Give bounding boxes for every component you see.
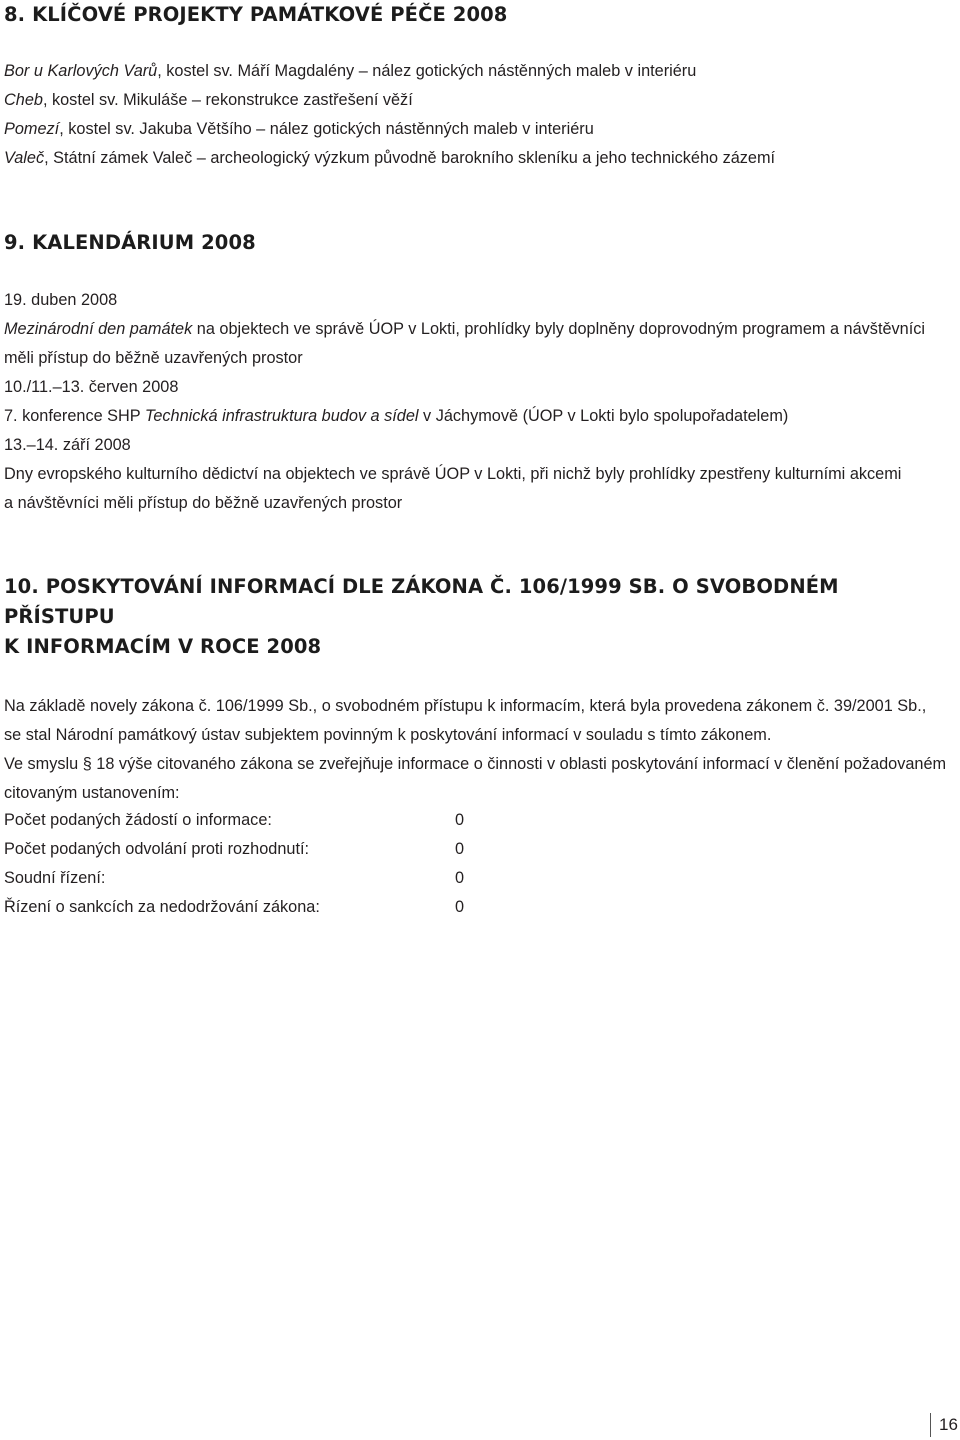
project-place: Bor u Karlových Varů	[4, 62, 158, 80]
stat-label: Počet podaných žádostí o informace:	[4, 811, 272, 829]
stat-label: Počet podaných odvolání proti rozhodnutí:	[4, 840, 310, 858]
event-date: 13.–14. září 2008	[4, 436, 131, 454]
event-description-continued: a návštěvníci měli přístup do běžně uzavřených prostor	[4, 494, 403, 512]
event-date: 19. duben 2008	[4, 291, 118, 309]
table-row	[4, 893, 464, 922]
project-place: Pomezí	[4, 120, 60, 138]
section-key-projects	[4, 0, 956, 173]
project-description: , kostel sv. Mikuláše – rekonstrukce zastřešení věží	[42, 91, 413, 109]
event-title: Mezinárodní den památek	[4, 320, 193, 338]
project-description: , kostel sv. Jakuba Většího – nález gotických nástěnných maleb v interiéru	[59, 120, 594, 138]
paragraph-line: citovaným ustanovením:	[4, 784, 180, 802]
page-number: 16	[930, 1413, 958, 1437]
section-heading-key-projects: 8. KLÍČOVÉ PROJEKTY PAMÁTKOVÉ PÉČE 2008	[4, 3, 508, 26]
event-description-continued: měli přístup do běžně uzavřených prostor	[4, 349, 303, 367]
stat-value: 0	[455, 811, 465, 829]
event-description: Dny evropského kulturního dědictví na objektech ve správě ÚOP v Lokti, při nichž byly prohlídky zpestřeny kulturními akcemi	[4, 465, 902, 483]
section-heading-calendar: 9. KALENDÁRIUM 2008	[4, 231, 256, 254]
stat-value: 0	[455, 898, 465, 916]
table-row	[4, 864, 464, 893]
table-row	[4, 835, 464, 864]
information-statistics-table	[4, 806, 464, 922]
section-heading-information-access-line2: K INFORMACÍM V ROCE 2008	[4, 635, 322, 658]
section-information-access	[4, 572, 956, 808]
paragraph-line: se stal Národní památkový ústav subjektem povinným k poskytování informací v souladu s tímto zákonem.	[4, 726, 772, 744]
stat-label: Řízení o sankcích za nedodržování zákona:	[4, 898, 320, 916]
stat-value: 0	[455, 869, 465, 887]
event-description: Mezinárodní den památek na objektech ve správě ÚOP v Lokti, prohlídky byly doplněny doprovodným programem a návštěvníci	[4, 320, 926, 338]
section-calendar	[4, 228, 956, 518]
section-heading-information-access: 10. POSKYTOVÁNÍ INFORMACÍ DLE ZÁKONA Č. 106/1999 SB. O SVOBODNÉM PŘÍSTUPU	[4, 575, 839, 628]
project-place: Cheb	[4, 91, 43, 109]
project-list	[4, 57, 956, 173]
event-description: 7. konference SHP Technická infrastruktura budov a sídel v Jáchymově (ÚOP v Lokti bylo spolupořadatelem)	[4, 407, 789, 425]
project-item	[4, 115, 956, 144]
table-row	[4, 806, 464, 835]
paragraph-line: Na základě novely zákona č. 106/1999 Sb., o svobodném přístupu k informacím, která byla provedena zákonem č. 39/2001 Sb.,	[4, 697, 927, 715]
event-title: Technická infrastruktura budov a sídel	[144, 407, 419, 425]
information-paragraph	[4, 692, 956, 808]
stat-label: Soudní řízení:	[4, 869, 106, 887]
project-item	[4, 57, 956, 86]
project-item	[4, 86, 956, 115]
project-description: , kostel sv. Máří Magdalény – nález gotických nástěnných maleb v interiéru	[157, 62, 697, 80]
paragraph-line: Ve smyslu § 18 výše citovaného zákona se zveřejňuje informace o činnosti v oblasti poskytování informací v členění požadovaném	[4, 755, 947, 773]
project-description: , Státní zámek Valeč – archeologický výzkum původně barokního skleníku a jeho technického zázemí	[44, 149, 776, 167]
stat-value: 0	[455, 840, 465, 858]
project-item	[4, 144, 956, 173]
calendar-list	[4, 286, 956, 518]
project-place: Valeč	[4, 149, 45, 167]
event-date: 10./11.–13. červen 2008	[4, 378, 179, 396]
